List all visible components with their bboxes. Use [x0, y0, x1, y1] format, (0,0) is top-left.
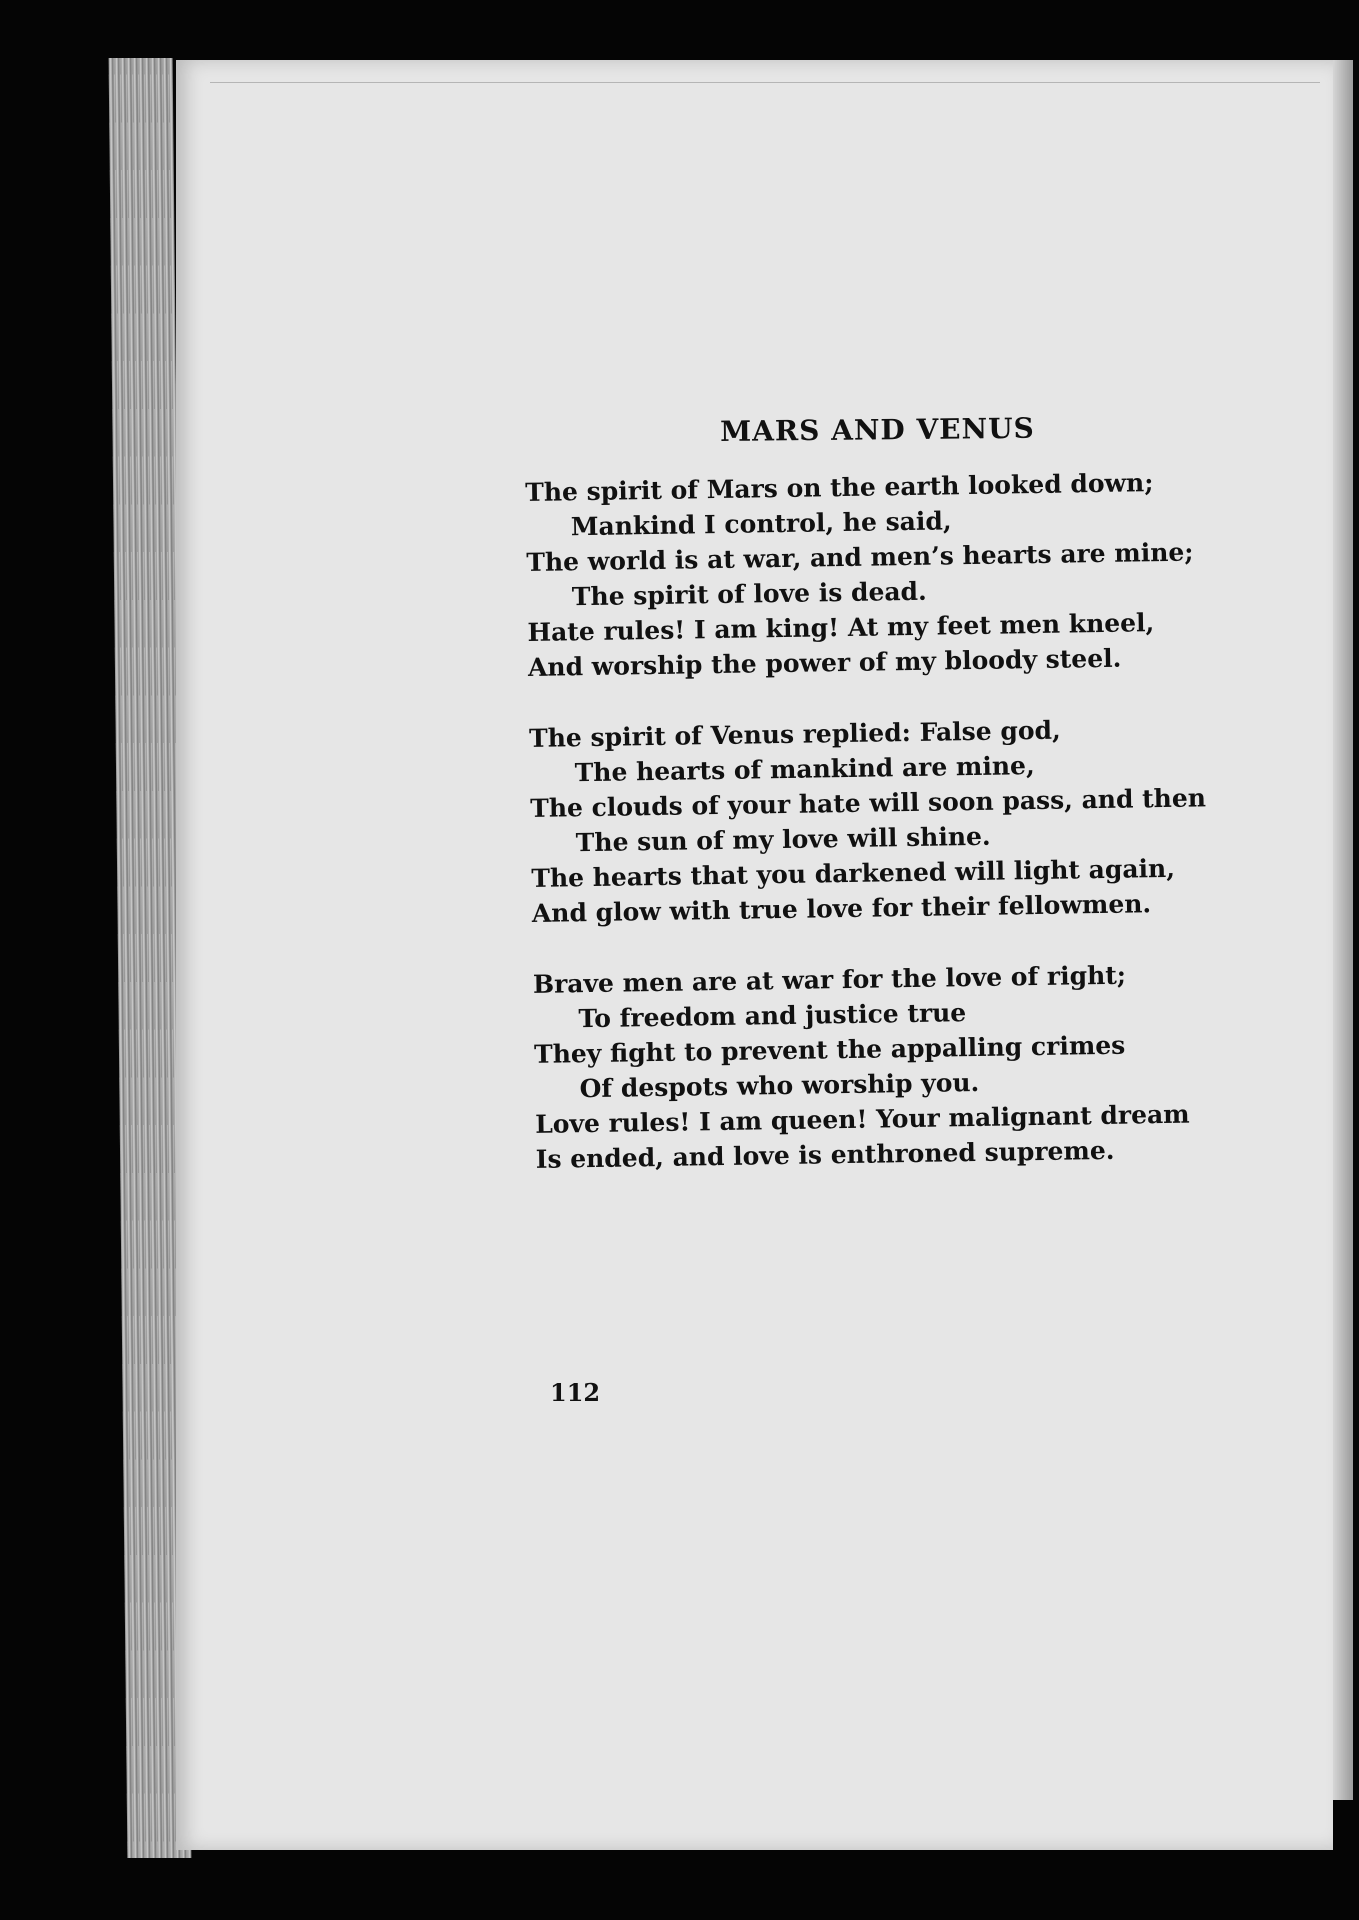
poem-line: Of despots who worship you.: [579, 1067, 980, 1104]
page-number: 112: [550, 1378, 601, 1407]
poem-line: And worship the power of my bloody steel.: [527, 643, 1122, 682]
poem-line: Is ended, and love is enthroned supreme.: [535, 1135, 1115, 1174]
poem-line: The hearts that you darkened will light again,: [531, 853, 1176, 893]
poem-line: Brave men are at war for the love of right;: [532, 960, 1127, 999]
poem-line: The hearts of mankind are mine,: [574, 751, 1035, 788]
page-right-edge: [1333, 60, 1353, 1800]
poem-line: Love rules! I am queen! Your malignant dream: [534, 1099, 1190, 1139]
poem-line: Mankind I control, he said,: [570, 506, 952, 542]
stanza-2: [529, 709, 1322, 931]
poem-line: They fight to prevent the appalling crimes: [533, 1030, 1126, 1069]
page-top-edge: [210, 82, 1320, 83]
poem-line: The spirit of Mars on the earth looked down;: [525, 468, 1154, 507]
poem-title: MARS AND VENUS: [720, 411, 1035, 448]
poem-line: The spirit of love is dead.: [571, 576, 927, 612]
stanza-1: [525, 463, 1318, 685]
poem-line: And glow with true love for their fellowmen.: [531, 889, 1152, 928]
poem-line: The world is at war, and men’s hearts are mine;: [526, 537, 1194, 577]
poem-line: The clouds of your hate will soon pass, and then: [530, 783, 1207, 823]
poem-line: Hate rules! I am king! At my feet men kneel,: [527, 608, 1155, 647]
poem-line: To freedom and justice true: [578, 998, 967, 1034]
poem-body: [525, 463, 1326, 1213]
poem-line: The spirit of Venus replied: False god,: [528, 715, 1061, 753]
stanza-3: [533, 955, 1326, 1177]
poem-line: The sun of my love will shine.: [575, 821, 991, 858]
